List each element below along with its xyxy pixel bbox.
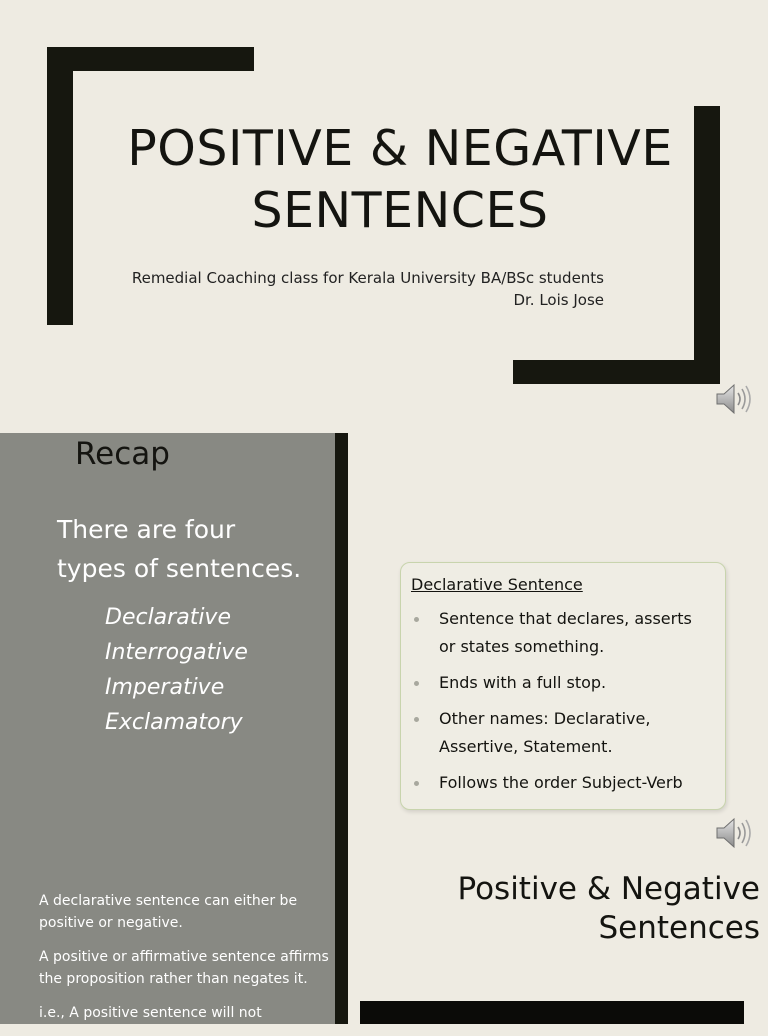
section-heading-line-2: Sentences (598, 910, 760, 946)
declarative-card (400, 562, 726, 810)
speaker-icon[interactable] (714, 814, 754, 852)
card-bullet: Other names: Declarative, Assertive, Statement. (411, 705, 711, 761)
sentence-type-item: Interrogative (105, 640, 248, 665)
slide-title (100, 118, 700, 242)
card-bullet: Ends with a full stop. (411, 669, 711, 697)
title-line-1: POSITIVE & NEGATIVE (127, 120, 673, 177)
dark-content-bar (360, 1001, 744, 1024)
subtitle-course: Remedial Coaching class for Kerala University BA/BSc students (131, 269, 604, 287)
frame-top-left-horizontal (47, 47, 254, 71)
card-bullet-list (411, 605, 711, 805)
slide-subtitle (120, 267, 604, 311)
panel-divider (335, 433, 348, 1024)
subtitle-author: Dr. Lois Jose (513, 291, 604, 309)
definition-paragraph: A declarative sentence can either be positive or negative. (39, 893, 298, 931)
section-heading-line-1: Positive & Negative (457, 871, 760, 907)
sentence-type-item: Declarative (105, 605, 231, 630)
sentence-type-item: Exclamatory (105, 710, 243, 735)
intro-line-1: There are four (57, 515, 236, 544)
definition-paragraph: A positive or affirmative sentence affirms the proposition rather than negates it. (39, 949, 329, 987)
title-line-2: SENTENCES (251, 182, 549, 239)
definition-text (39, 890, 329, 1036)
card-bullet: Follows the order Subject-Verb (411, 769, 711, 797)
card-bullet: Sentence that declares, asserts or states something. (411, 605, 711, 661)
section-heading (420, 870, 760, 948)
recap-heading: Recap (75, 436, 170, 472)
speaker-icon[interactable] (714, 380, 754, 418)
frame-top-left-vertical (47, 47, 73, 325)
intro-text (57, 510, 327, 588)
intro-line-2: types of sentences. (57, 554, 302, 583)
definition-paragraph: i.e., A positive sentence will not (39, 1005, 262, 1021)
card-heading: Declarative Sentence (411, 575, 583, 594)
sentence-types-list (105, 600, 248, 740)
sentence-type-item: Imperative (105, 675, 225, 700)
frame-bottom-right-horizontal (513, 360, 720, 384)
